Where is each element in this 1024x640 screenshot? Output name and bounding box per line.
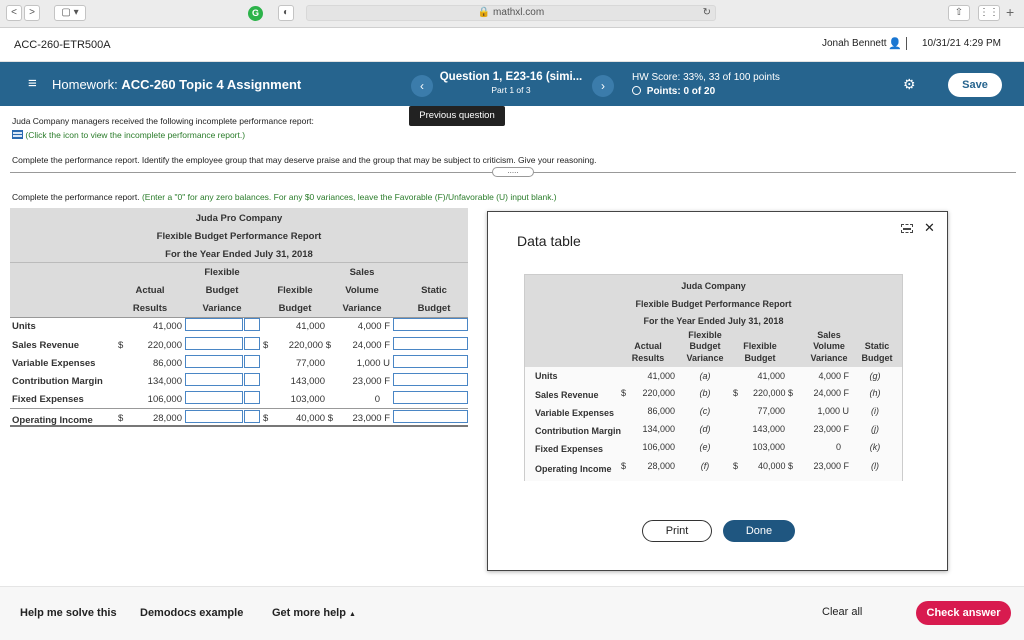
sales-volume-variance: 0 — [835, 442, 841, 452]
fu-input[interactable] — [244, 373, 260, 386]
question-task: Complete the performance report. Identify the employee group that may deserve praise and the group that may be subject to criticism. Give your reasoning. — [12, 155, 597, 165]
question-part: Part 1 of 3 — [491, 85, 531, 95]
flex-variance-placeholder: (b) — [699, 388, 711, 398]
sales-volume-variance: 1,000 U — [356, 358, 390, 369]
flex-variance-placeholder: (e) — [699, 442, 711, 452]
modal-report-title: Flexible Budget Performance Report — [635, 299, 792, 309]
modal-title: Data table — [517, 233, 581, 249]
instruction — [12, 192, 557, 202]
col-actual: Actual — [135, 285, 165, 296]
static-budget-input[interactable] — [393, 373, 468, 386]
fu-input[interactable] — [244, 410, 260, 423]
modal-col-flex-mid: Budget — [689, 341, 721, 351]
col-sales-vol-top: Sales — [349, 267, 375, 278]
header-rule — [10, 262, 468, 263]
view-report-link-text[interactable]: (Click the icon to view the incomplete performance report.) — [25, 130, 246, 140]
row-label: Operating Income — [535, 464, 612, 474]
modal-col-flex-top: Flexible — [688, 330, 722, 340]
actual-value: 41,000 — [647, 371, 675, 381]
sales-volume-variance: 23,000 F — [352, 376, 390, 387]
instruction-hint: (Enter a "0" for any zero balances. For any $0 variances, leave the Favorable (F)/Unfavorable (U) input blank.) — [141, 192, 557, 202]
col-actual-bottom: Results — [132, 303, 168, 314]
footer-bar — [0, 586, 1024, 640]
flex-variance-placeholder: (f) — [700, 461, 710, 471]
reload-icon[interactable]: ↻ — [702, 7, 711, 18]
question-intro: Juda Company managers received the following incomplete performance report: — [12, 116, 314, 126]
flexible-budget-value: 40,000 $ — [757, 461, 793, 471]
grammarly-extension-icon[interactable]: G — [248, 6, 263, 21]
minimize-icon[interactable] — [901, 224, 913, 233]
row-label: Variable Expenses — [535, 408, 615, 418]
datetime: 10/31/21 4:29 PM — [922, 38, 1001, 49]
caret-up-icon: ▲ — [349, 611, 356, 618]
static-budget-input[interactable] — [393, 355, 468, 368]
actual-value: 28,000 — [647, 461, 675, 471]
row-label: Contribution Margin — [12, 376, 103, 387]
actual-value: 106,000 — [147, 394, 182, 405]
view-report-link[interactable] — [12, 130, 245, 140]
flexible-budget-value: 40,000 $ — [296, 413, 333, 424]
flexible-variance-input[interactable] — [185, 410, 243, 423]
col-flex-var-top: Flexible — [204, 267, 240, 278]
flexible-variance-input[interactable] — [185, 318, 243, 331]
divider — [906, 37, 907, 50]
address-bar[interactable] — [306, 5, 716, 21]
previous-question-tooltip: Previous question — [409, 106, 505, 126]
modal-col-actual: Actual — [634, 341, 662, 351]
actual-value: 86,000 — [647, 406, 675, 416]
flex-variance-placeholder: (d) — [699, 424, 711, 434]
homework-navbar — [0, 62, 1024, 106]
print-button[interactable]: Print — [642, 520, 712, 542]
instruction-prefix: Complete the performance report. — [12, 192, 140, 202]
new-tab-icon[interactable]: + — [1006, 4, 1015, 20]
question-info — [436, 71, 586, 95]
flexible-budget-value: 103,000 — [752, 442, 785, 452]
flexible-variance-input[interactable] — [185, 355, 243, 368]
static-placeholder: (i) — [871, 406, 879, 416]
static-budget-input[interactable] — [393, 410, 468, 423]
modal-col-sales-mid: Volume — [813, 341, 845, 351]
browser-toolbar — [0, 0, 1024, 28]
user-icon: 👤 — [888, 38, 902, 50]
row-rule — [10, 408, 468, 409]
row-label: Sales Revenue — [12, 340, 80, 351]
actual-value: 134,000 — [642, 424, 675, 434]
expand-dots-button[interactable]: ..... — [492, 167, 534, 177]
row-label: Operating Income — [12, 415, 93, 426]
modal-col-static-bottom: Budget — [861, 353, 893, 363]
flexible-variance-input[interactable] — [185, 337, 243, 350]
fu-input[interactable] — [244, 318, 260, 331]
flexible-budget-value: 220,000 $ — [288, 340, 331, 351]
flexible-budget-value: 143,000 — [752, 424, 785, 434]
homework-title — [52, 77, 301, 92]
close-icon[interactable]: ✕ — [924, 220, 935, 235]
col-static: Static — [421, 285, 447, 296]
sales-volume-variance: 4,000 F — [357, 321, 390, 332]
modal-col-sales-top: Sales — [817, 330, 841, 340]
points-circle-icon — [632, 86, 641, 95]
col-flexible-bottom: Budget — [278, 303, 312, 314]
sales-volume-variance: 24,000 F — [813, 388, 849, 398]
help-me-solve-button[interactable]: Help me solve this — [20, 607, 117, 619]
hw-score: HW Score: 33%, 33 of 100 points — [632, 72, 780, 83]
col-flexible: Flexible — [277, 285, 313, 296]
dollar-sign: $ — [118, 340, 124, 351]
privacy-extension-icon[interactable]: ◐ — [278, 5, 294, 21]
sales-volume-variance: 0 — [374, 394, 380, 405]
static-budget-input[interactable] — [393, 391, 468, 404]
modal-col-actual-bottom: Results — [631, 353, 665, 363]
row-label: Sales Revenue — [535, 390, 599, 400]
modal-col-sales-bottom: Variance — [810, 353, 848, 363]
table-icon[interactable] — [12, 130, 23, 139]
static-budget-input[interactable] — [393, 318, 468, 331]
row-label: Units — [535, 371, 558, 381]
save-button[interactable]: Save — [948, 73, 1002, 97]
flex-variance-placeholder: (c) — [699, 406, 711, 416]
course-header — [0, 28, 1024, 62]
row-rule — [10, 317, 468, 318]
actual-value: 220,000 — [147, 340, 182, 351]
modal-period: For the Year Ended July 31, 2018 — [643, 316, 784, 326]
flexible-variance-input[interactable] — [185, 391, 243, 404]
fu-input[interactable] — [244, 355, 260, 368]
actual-value: 220,000 — [642, 388, 675, 398]
col-sales-vol-bottom: Variance — [342, 303, 382, 314]
sales-volume-variance: 23,000 F — [352, 413, 390, 424]
row-label: Units — [12, 321, 36, 332]
menu-icon[interactable]: ≡ — [28, 75, 37, 92]
dollar-sign: $ — [733, 388, 739, 398]
question-title: Question 1, E23-16 (simi... — [439, 71, 583, 83]
actual-value: 106,000 — [642, 442, 675, 452]
modal-table — [524, 274, 903, 481]
dollar-sign: $ — [621, 461, 627, 471]
row-label: Variable Expenses — [12, 358, 96, 369]
done-button[interactable]: Done — [723, 520, 795, 542]
dollar-sign: $ — [118, 413, 124, 424]
flexible-budget-value: 103,000 — [290, 394, 325, 405]
sales-volume-variance: 23,000 F — [813, 424, 849, 434]
modal-col-flex-bottom: Variance — [686, 353, 724, 363]
sales-volume-variance: 24,000 F — [352, 340, 390, 351]
static-budget-input[interactable] — [393, 337, 468, 350]
row-label: Fixed Expenses — [12, 394, 84, 405]
next-question-button[interactable]: › — [592, 75, 614, 97]
tab-overview-icon[interactable]: ⋮⋮ — [978, 5, 1000, 21]
flexible-budget-value: 220,000 $ — [752, 388, 793, 398]
get-more-help-button[interactable] — [272, 607, 356, 619]
flexible-budget-value: 41,000 — [757, 371, 785, 381]
user-name[interactable]: Jonah Bennett — [822, 38, 887, 49]
url-text: mathxl.com — [493, 7, 545, 18]
row-label: Fixed Expenses — [535, 444, 604, 454]
static-placeholder: (l) — [871, 461, 879, 471]
actual-value: 134,000 — [147, 376, 182, 387]
actual-value: 86,000 — [152, 358, 182, 369]
fu-input[interactable] — [244, 337, 260, 350]
flexible-budget-value: 143,000 — [290, 376, 325, 387]
report-company: Juda Pro Company — [195, 213, 283, 224]
row-label: Contribution Margin — [535, 426, 621, 436]
double-rule — [10, 425, 468, 427]
flexible-budget-value: 77,000 — [757, 406, 785, 416]
forward-arrow-icon[interactable]: > — [24, 5, 40, 21]
static-placeholder: (h) — [869, 388, 881, 398]
report-title: Flexible Budget Performance Report — [156, 231, 322, 242]
sidebar-toggle-icon[interactable]: ▢ ▾ — [54, 5, 86, 21]
check-answer-button[interactable]: Check answer — [916, 601, 1011, 625]
course-code: ACC-260-ETR500A — [14, 39, 111, 51]
homework-name: ACC-260 Topic 4 Assignment — [121, 77, 302, 92]
actual-value: 28,000 — [152, 413, 182, 424]
points: Points: 0 of 20 — [646, 86, 716, 97]
actual-value: 41,000 — [152, 321, 182, 332]
data-table-modal — [487, 211, 948, 571]
flexible-budget-value: 77,000 — [295, 358, 325, 369]
modal-col-flexible-bottom: Budget — [744, 353, 776, 363]
sales-volume-variance: 23,000 F — [813, 461, 849, 471]
demodocs-example-button[interactable]: Demodocs example — [140, 607, 244, 619]
static-placeholder: (j) — [871, 424, 879, 434]
share-icon[interactable]: ⇧ — [948, 5, 970, 21]
settings-icon[interactable]: ⚙ — [903, 76, 916, 92]
dollar-sign: $ — [621, 388, 627, 398]
modal-company: Juda Company — [681, 281, 746, 291]
clear-all-button[interactable]: Clear all — [822, 606, 863, 618]
static-placeholder: (k) — [869, 442, 881, 452]
previous-question-button[interactable]: ‹ — [411, 75, 433, 97]
lock-icon: 🔒 — [477, 7, 491, 18]
static-placeholder: (g) — [869, 371, 881, 381]
report-header-block — [10, 208, 468, 318]
flexible-budget-value: 41,000 — [295, 321, 325, 332]
col-sales-vol-mid: Volume — [345, 285, 379, 296]
sales-volume-variance: 4,000 F — [818, 371, 849, 381]
back-arrow-icon[interactable]: < — [6, 5, 22, 21]
col-flex-var-bottom: Variance — [202, 303, 242, 314]
modal-col-static: Static — [864, 341, 890, 351]
flex-variance-placeholder: (a) — [699, 371, 711, 381]
homework-prefix: Homework: — [52, 77, 118, 92]
sales-volume-variance: 1,000 U — [817, 406, 849, 416]
dollar-sign: $ — [733, 461, 739, 471]
flexible-variance-input[interactable] — [185, 373, 243, 386]
modal-col-flexible: Flexible — [743, 341, 777, 351]
get-more-help-label: Get more help — [272, 607, 346, 619]
fu-input[interactable] — [244, 391, 260, 404]
dollar-sign: $ — [263, 413, 269, 424]
report-period: For the Year Ended July 31, 2018 — [165, 249, 313, 260]
col-flex-var-mid: Budget — [205, 285, 239, 296]
col-static-bottom: Budget — [417, 303, 451, 314]
dollar-sign: $ — [263, 340, 269, 351]
points-info — [632, 86, 715, 97]
